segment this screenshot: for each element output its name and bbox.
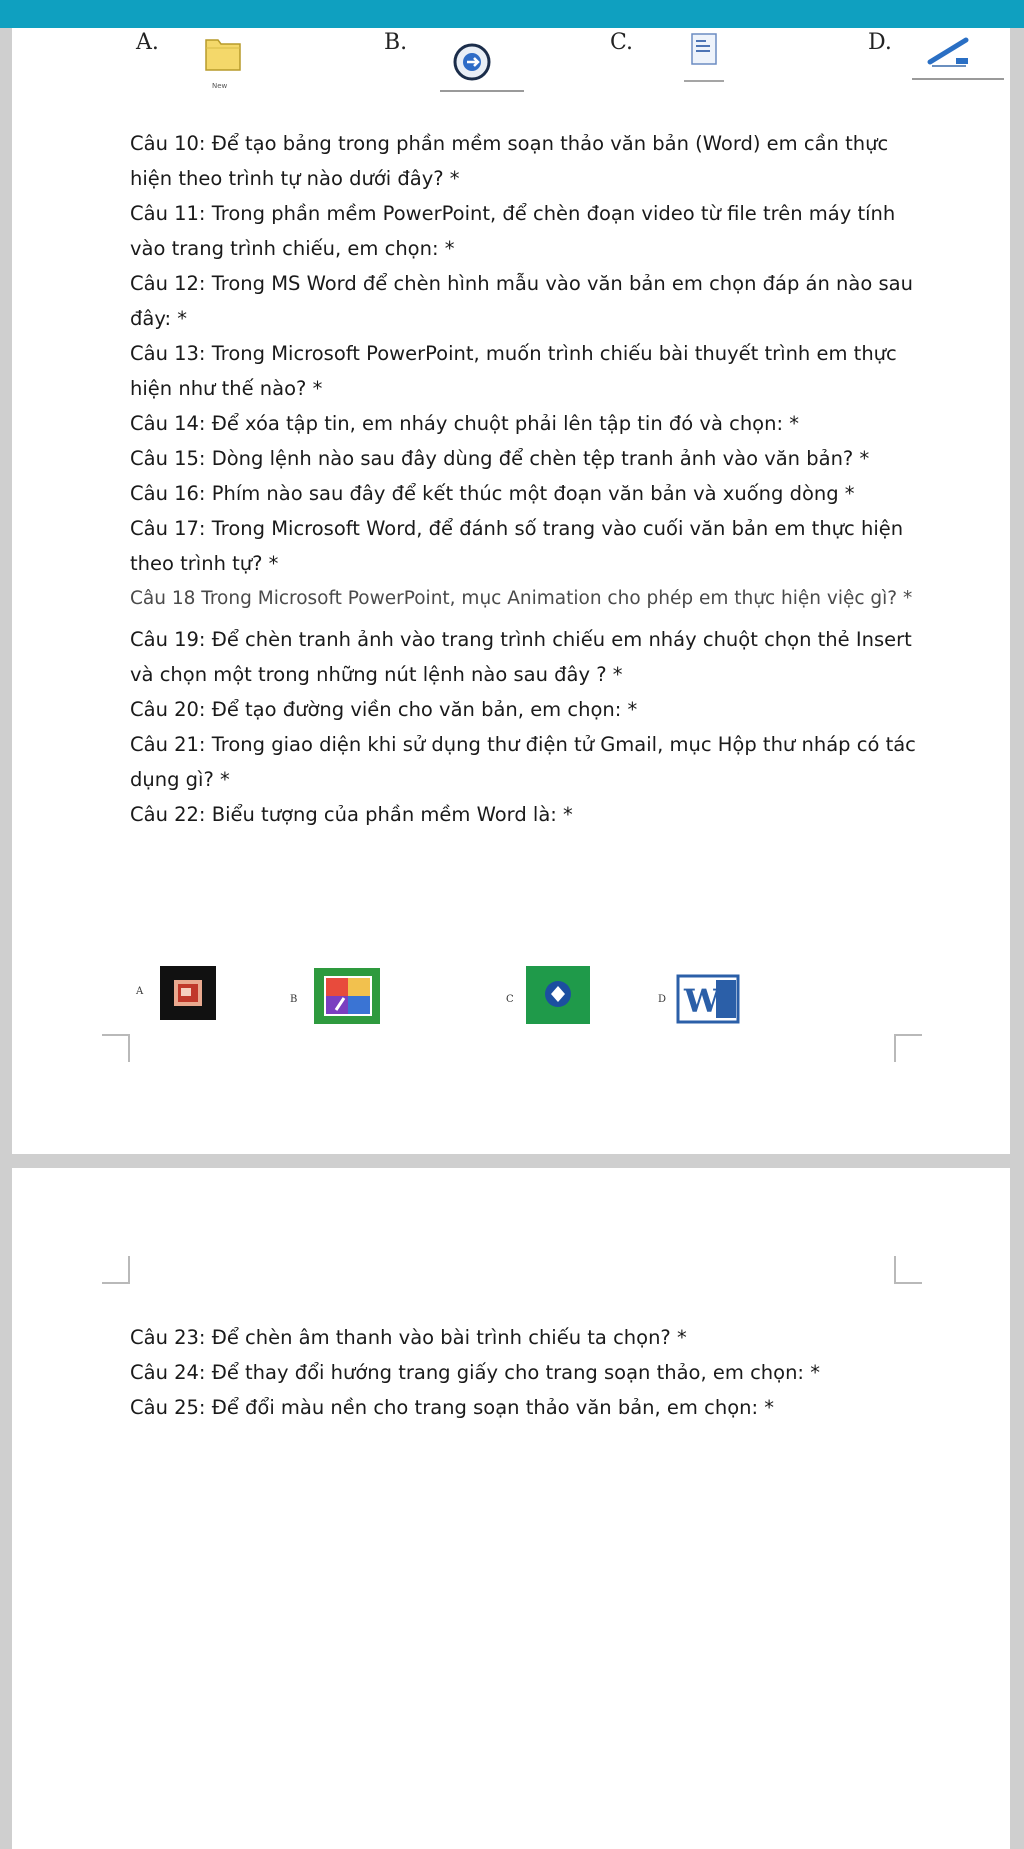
- question-14: Câu 14: Để xóa tập tin, em nháy chuột phải lên tập tin đó và chọn: *: [130, 412, 799, 435]
- icon-option-b-letter: B: [290, 994, 298, 1005]
- question-11: Câu 11: Trong phần mềm PowerPoint, để chèn đoạn video từ file trên máy tính vào trang trình chiếu, em chọn: *: [130, 202, 896, 260]
- question-17: Câu 17: Trong Microsoft Word, để đánh số trang vào cuối văn bản em thực hiện theo trình tự? *: [130, 517, 904, 575]
- option-a-caption: New: [212, 82, 228, 90]
- paint-app-icon: [314, 968, 380, 1024]
- question-19: Câu 19: Để chèn tranh ảnh vào trang trình chiếu em nháy chuột chọn thẻ Insert và chọn một trong những nút lệnh nào sau đây ? *: [130, 628, 912, 686]
- question-12: Câu 12: Trong MS Word để chèn hình mẫu vào văn bản em chọn đáp án nào sau đây: *: [130, 272, 913, 330]
- top-accent-bar: [0, 0, 1024, 28]
- option-d-letter: D.: [868, 30, 892, 55]
- gamma-app-icon: [526, 966, 590, 1024]
- document-file-icon: [686, 30, 722, 70]
- icon-option-a-letter: A: [136, 986, 144, 997]
- question-18: Câu 18 Trong Microsoft PowerPoint, mục Animation cho phép em thực hiện việc gì? *: [130, 588, 913, 609]
- question-20: Câu 20: Để tạo đường viền cho văn bản, em chọn: *: [130, 698, 638, 721]
- svg-text:W: W: [684, 982, 720, 1020]
- question-25: Câu 25: Để đổi màu nền cho trang soạn thảo văn bản, em chọn: *: [130, 1396, 774, 1419]
- question-22: Câu 22: Biểu tượng của phần mềm Word là: *: [130, 803, 573, 826]
- icon-option-c-letter: C: [506, 994, 514, 1005]
- folder-icon: [202, 30, 244, 74]
- word-app-icon: [676, 974, 740, 1024]
- option-c-caption-blur: [684, 78, 724, 84]
- question-15: Câu 15: Dòng lệnh nào sau đây dùng để chèn tệp tranh ảnh vào văn bản? *: [130, 447, 870, 470]
- option-b-caption-blur: [440, 88, 524, 94]
- margin-corner-mark: [102, 1034, 130, 1062]
- margin-corner-mark: [894, 1034, 922, 1062]
- option-d-caption-blur: [912, 76, 1004, 82]
- shortcut-pen-icon: [926, 32, 972, 70]
- question-16: Câu 16: Phím nào sau đây để kết thúc một đoạn văn bản và xuống dòng *: [130, 482, 855, 505]
- option-c-letter: C.: [610, 30, 634, 55]
- margin-corner-mark: [102, 1256, 130, 1284]
- document-page-2: [12, 1168, 1010, 1849]
- recycle-app-icon: [452, 42, 492, 82]
- margin-corner-mark: [894, 1256, 922, 1284]
- question-24: Câu 24: Để thay đổi hướng trang giấy cho trang soạn thảo, em chọn: *: [130, 1361, 820, 1384]
- question-21: Câu 21: Trong giao diện khi sử dụng thư điện tử Gmail, mục Hộp thư nháp có tác dụng gì? *: [130, 733, 916, 791]
- document-page-1: [12, 28, 1010, 1154]
- question-13: Câu 13: Trong Microsoft PowerPoint, muốn trình chiếu bài thuyết trình em thực hiện như thế nào? *: [130, 342, 897, 400]
- icon-option-d-letter: D: [658, 994, 667, 1005]
- question-10: Câu 10: Để tạo bảng trong phần mềm soạn thảo văn bản (Word) em cần thực hiện theo trình tự nào dưới đây? *: [130, 132, 889, 190]
- question-23: Câu 23: Để chèn âm thanh vào bài trình chiếu ta chọn? *: [130, 1326, 687, 1349]
- option-a-letter: A.: [136, 30, 159, 55]
- powerpoint-app-icon: [160, 966, 216, 1020]
- question-list-page-2: [130, 1320, 930, 1425]
- question-list-page-1: [130, 126, 930, 832]
- option-b-letter: B.: [384, 30, 408, 55]
